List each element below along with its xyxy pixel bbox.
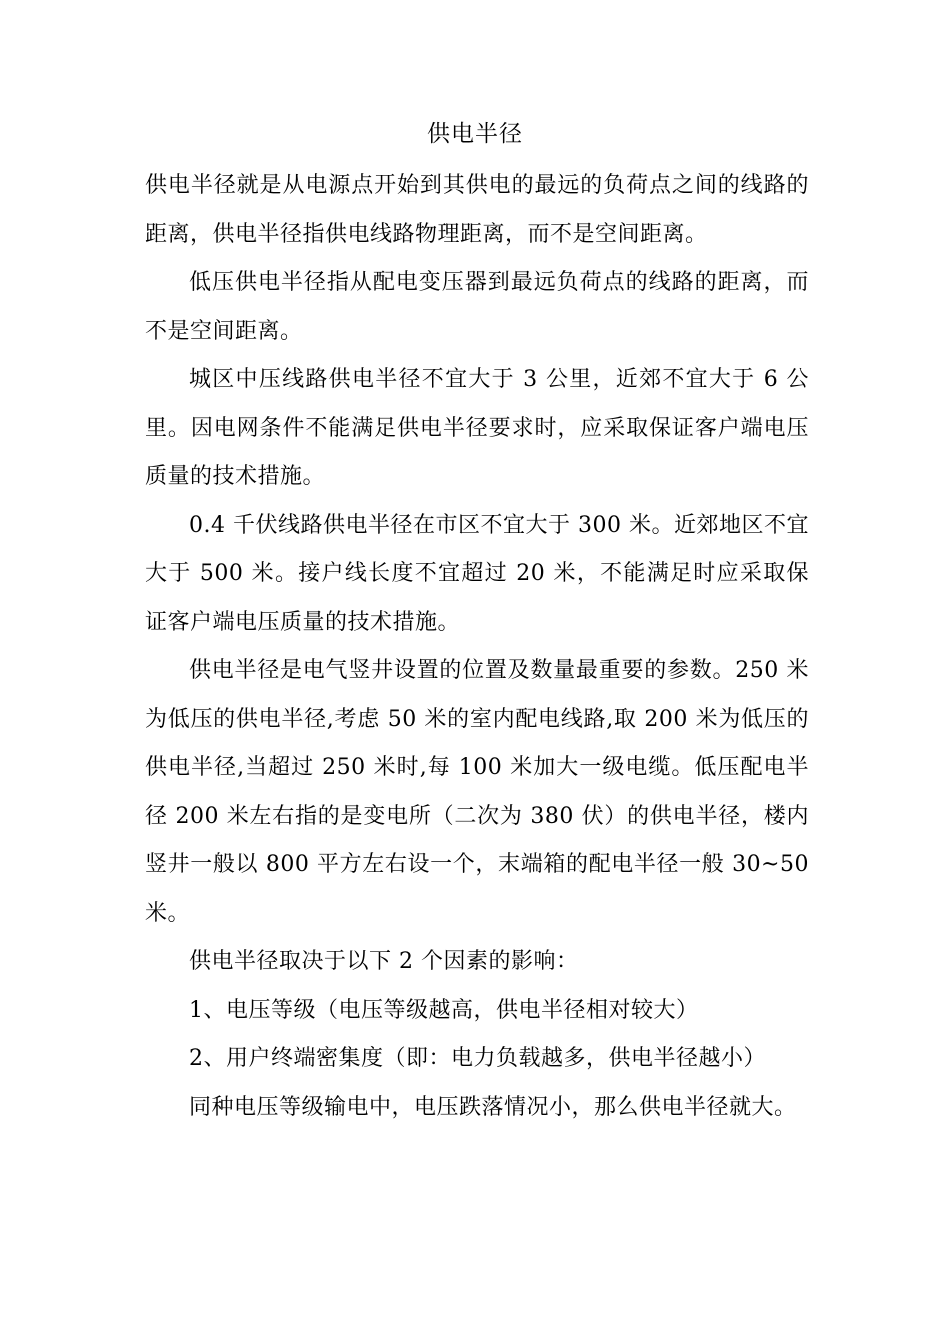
paragraph-medium-voltage: 城区中压线路供电半径不宜大于 3 公里，近郊不宜大于 6 公里。因电网条件不能满足供电半径要求时，应采取保证客户端电压质量的技术措施。 [145, 367, 809, 489]
list-item-voltage-level: 1、电压等级（电压等级越高，供电半径相对较大） [189, 997, 699, 1023]
paragraph-low-voltage: 低压供电半径指从配电变压器到最远负荷点的线路的距离，而不是空间距离。 [145, 270, 809, 344]
list-item-user-density: 2、用户终端密集度（即：电力负载越多，供电半径越小） [189, 1046, 766, 1071]
paragraph-shaft-parameter: 供电半径是电气竖井设置的位置及数量最重要的参数。250 米为低压的供电半径,考虑 50 米的室内配电线路,取 200 米为低压的供电半径,当超过 250 米时,每 100 米加大一级电缆。低压配电半径 200 米左右指的是变电所（二次为 380 伏）的供电半径，楼内竖井一般以 800 平方左右设一个，末端箱的配电半径一般 30~50 米。 [145, 658, 809, 926]
paragraph-conclusion: 同种电压等级输电中，电压跌落情况小，那么供电半径就大。 [189, 1094, 797, 1120]
document-title: 供电半径 [427, 121, 523, 147]
document-body [145, 162, 809, 1132]
paragraph-0-4kv: 0.4 千伏线路供电半径在市区不宜大于 300 米。近郊地区不宜大于 500 米。接户线长度不宜超过 20 米，不能满足时应采取保证客户端电压质量的技术措施。 [145, 512, 809, 635]
paragraph-factors-intro: 供电半径取决于以下 2 个因素的影响： [189, 949, 579, 974]
paragraph-definition: 供电半径就是从电源点开始到其供电的最远的负荷点之间的线路的距离，供电半径指供电线路物理距离，而不是空间距离。 [145, 173, 809, 247]
